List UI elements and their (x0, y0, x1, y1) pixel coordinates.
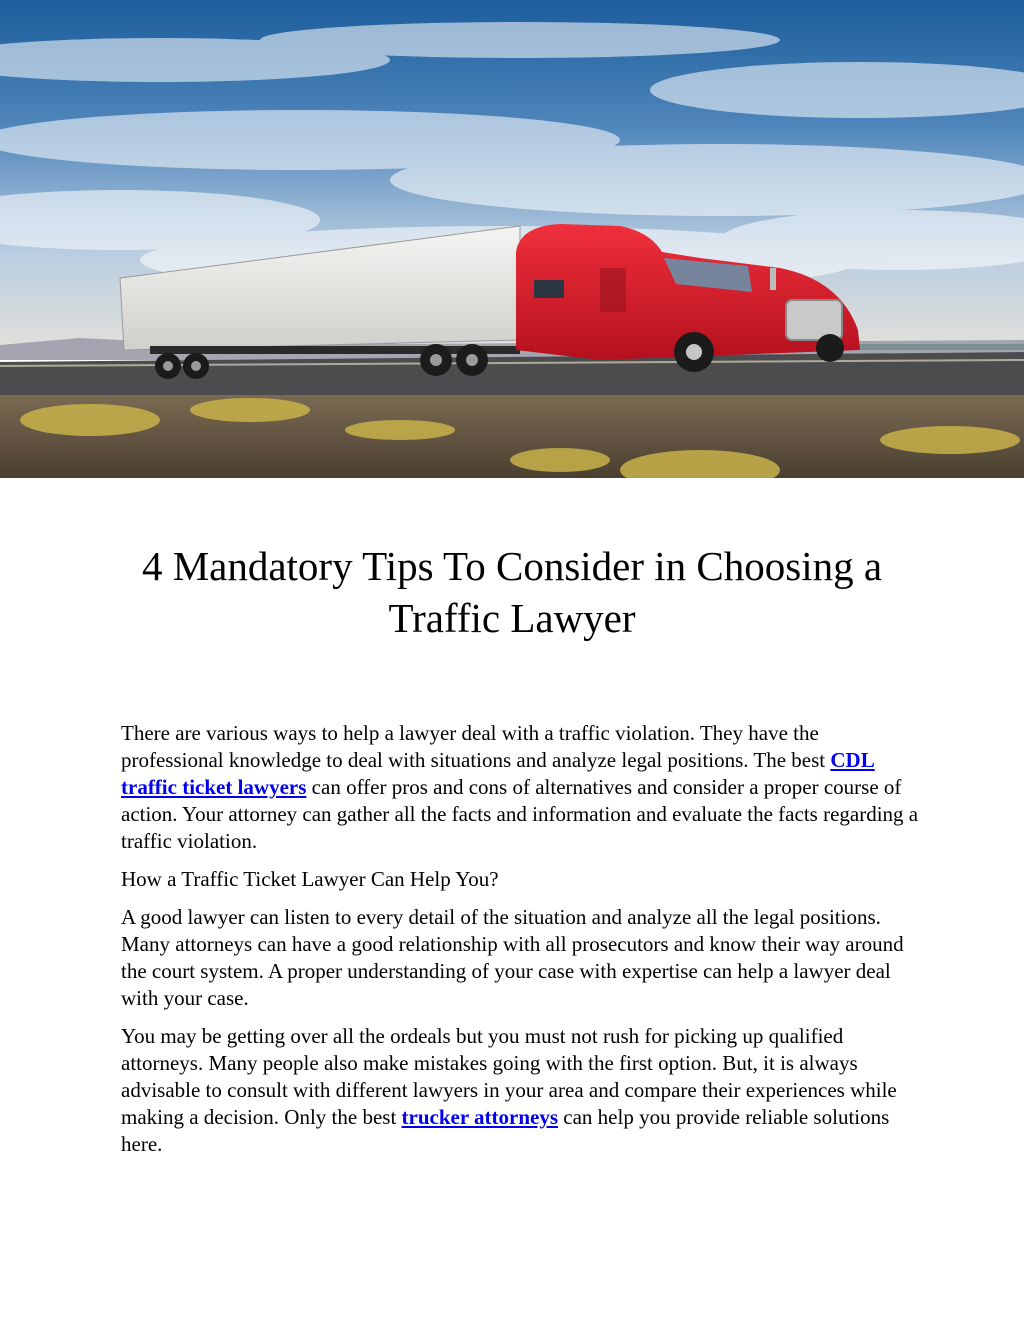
article-body (121, 720, 921, 1169)
section-heading: How a Traffic Ticket Lawyer Can Help You? (121, 867, 499, 891)
paragraph-ordeals-text-after: can help you provide reliable solutions here. (121, 1105, 890, 1156)
trucker-attorneys-link[interactable]: trucker attorneys (401, 1105, 559, 1129)
grille (786, 300, 842, 340)
hero-image (0, 0, 1024, 478)
paragraph-ordeals-text-before: You may be getting over all the ordeals but you must not rush for picking up qualified attorneys. Many people also make mistakes going with the first option. But, it is always advisable to consult with different lawyers in your area and compare their experiences while making a decision. Only the best (121, 1024, 897, 1129)
ground (0, 395, 1024, 478)
paragraph-intro-text-before: There are various ways to help a lawyer deal with a traffic violation. They have the professional knowledge to deal with situations and analyze legal positions. The best (121, 721, 831, 772)
paragraph-intro-text-after: can offer pros and cons of alternatives and consider a proper course of action. Your attorney can gather all the facts and information and evaluate the facts regarding a traffic violation. (121, 775, 919, 853)
truck-photo (0, 0, 1024, 478)
paragraph-ordeals (121, 1023, 921, 1158)
guard-rail (850, 344, 1024, 350)
paragraph-intro (121, 720, 921, 855)
paragraph-good-lawyer: A good lawyer can listen to every detail of the situation and analyze all the legal positions. Many attorneys can have a good relationship with all prosecutors and know their way around the court system. A proper understanding of your case with expertise can help a lawyer deal with your case. (121, 905, 904, 1010)
cdl-traffic-ticket-lawyers-link[interactable]: CDL traffic ticket lawyers (121, 748, 875, 799)
page-title: 4 Mandatory Tips To Consider in Choosing a Traffic Lawyer (141, 543, 883, 641)
